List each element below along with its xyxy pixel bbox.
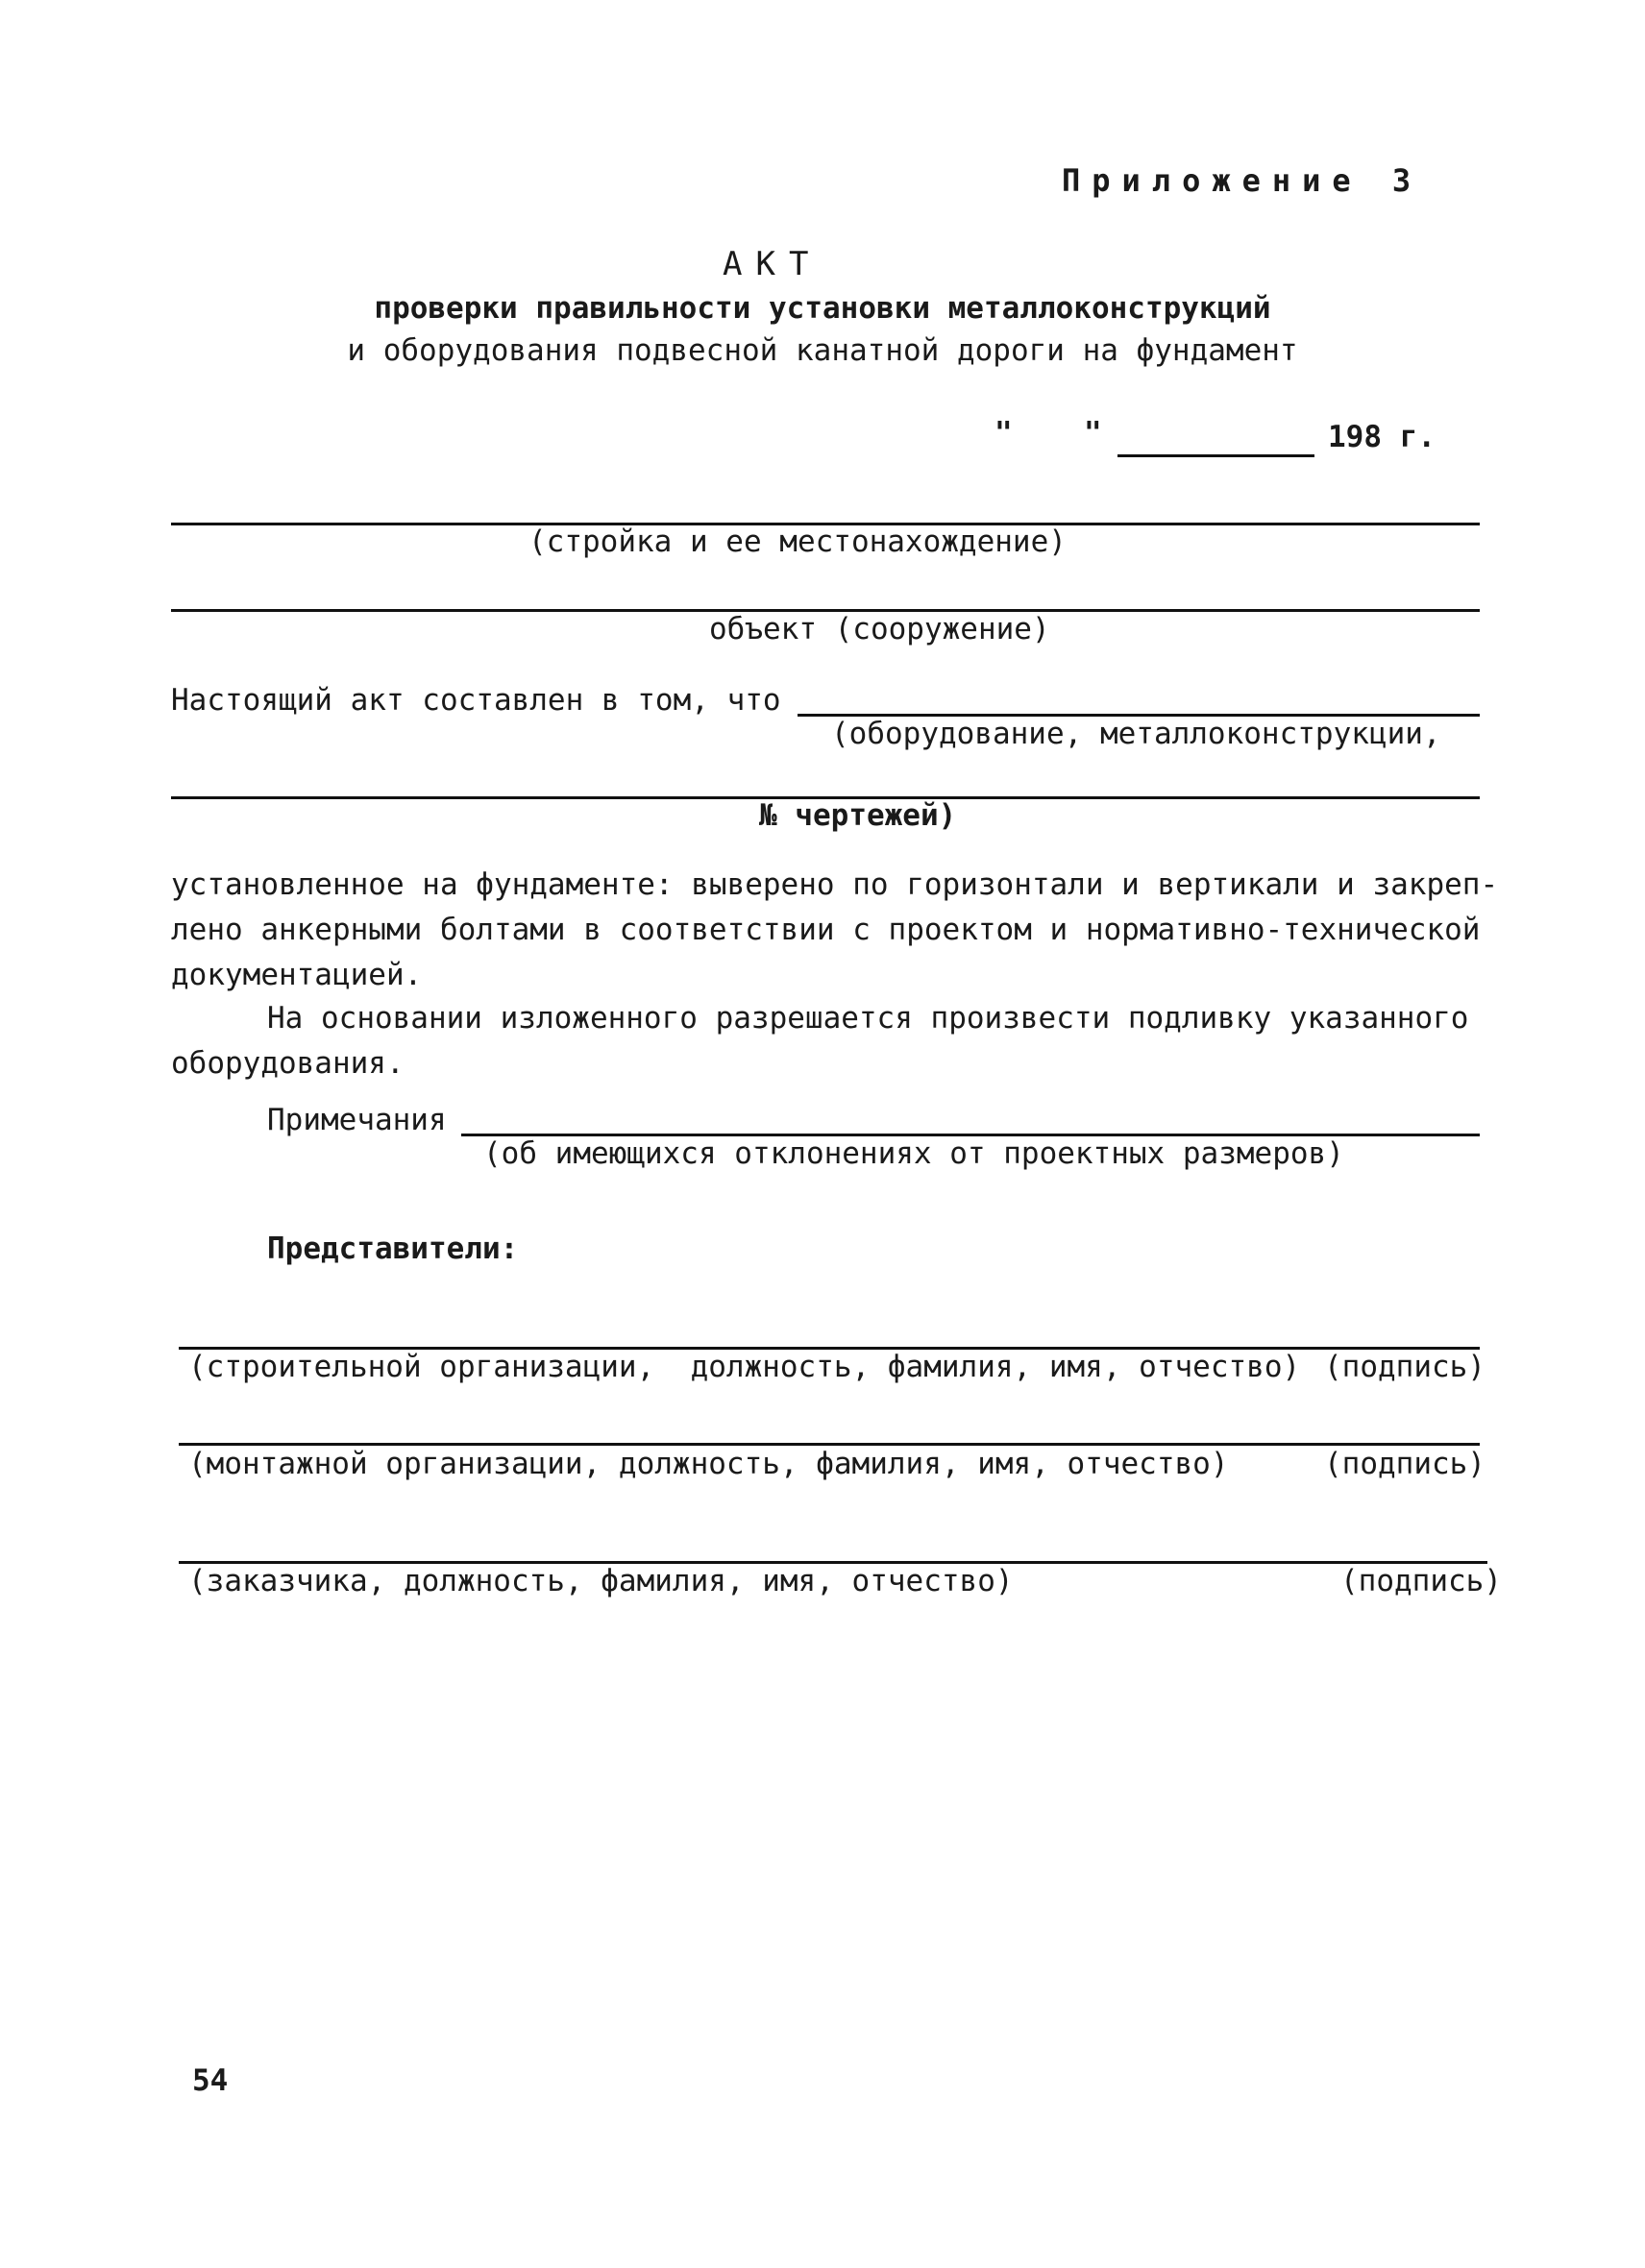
drawings-caption: № чертежей) [759,798,957,833]
paragraph-2-line-2: оборудования. [171,1046,405,1081]
representative-2-line [179,1443,1480,1446]
paragraph-1-line-1: установленное на фундаменте: выверено по горизонтали и вертикали и закреп- [171,867,1499,902]
date-year: 198 г. [1328,420,1436,454]
representative-3-caption: (заказчика, должность, фамилия, имя, отчество) [188,1564,1014,1598]
act-intro-text: Настоящий акт составлен в том, что [171,683,781,718]
page-number: 54 [192,2063,229,2098]
representative-3-sign: (подпись) [1340,1564,1502,1598]
construction-site-caption: (стройка и ее местонахождение) [528,524,1067,559]
notes-label: Примечания [267,1103,447,1137]
representatives-label: Представители: [267,1232,519,1266]
title-line-2: и оборудования подвесной канатной дороги на фундамент [347,333,1298,368]
date-quote-open: " [994,416,1013,451]
paragraph-1-line-3: документацией. [171,958,423,992]
date-fill-line [1117,454,1314,457]
object-caption: объект (сооружение) [709,612,1050,646]
appendix-label: Приложение 3 [1062,162,1423,199]
representative-1-caption: (строительной организации, должность, фамилия, имя, отчество) [188,1350,1301,1384]
document-title: АКТ [723,245,822,283]
representative-2-caption: (монтажной организации, должность, фамилия, имя, отчество) [188,1447,1229,1481]
notes-caption: (об имеющихся отклонениях от проектных размеров) [483,1136,1344,1171]
paragraph-2-line-1: На основании изложенного разрешается произвести подливку указанного [267,1001,1469,1036]
equipment-caption: (оборудование, металлоконструкции, [831,717,1441,751]
paragraph-1-line-2: лено анкерными болтами в соответствии с проектом и нормативно-технической [171,913,1481,947]
title-line-1: проверки правильности установки металлоконструкций [374,291,1271,326]
representative-1-sign: (подпись) [1324,1350,1485,1384]
representative-2-sign: (подпись) [1324,1447,1485,1481]
date-quote-close: " [1084,416,1102,451]
